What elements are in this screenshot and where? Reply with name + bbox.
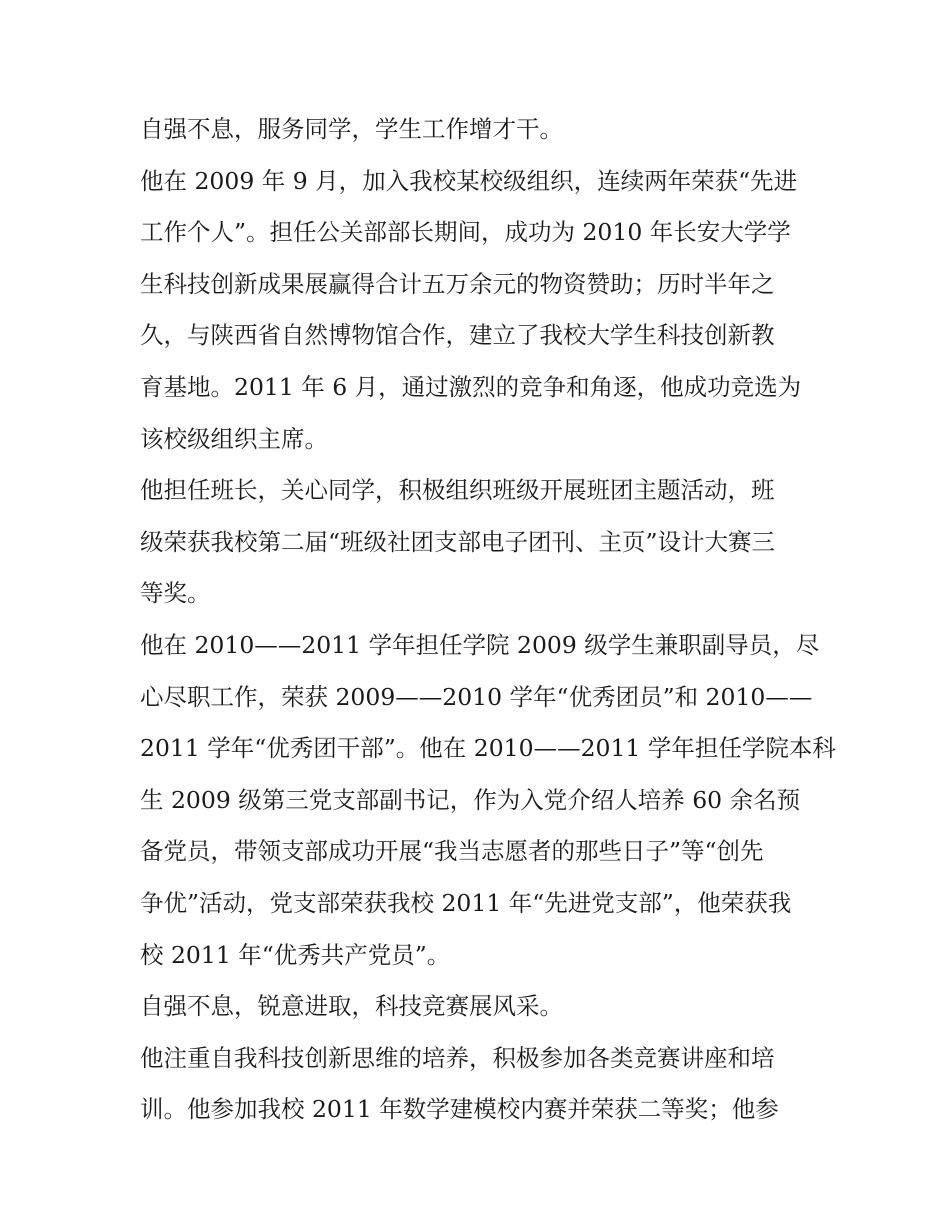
text-line: 育基地。2011 年 6 月，通过激烈的竞争和角逐，他成功竞选为 — [140, 372, 802, 401]
text-line: 备党员，带领支部成功开展“我当志愿者的那些日子”等“创先 — [140, 837, 764, 866]
text-line: 他在 2009 年 9 月，加入我校某校级组织，连续两年荣获“先进 — [140, 166, 798, 195]
text-line: 训。他参加我校 2011 年数学建模校内赛并荣获二等奖；他参 — [140, 1095, 779, 1124]
text-line: 他注重自我科技创新思维的培养，积极参加各类竞赛讲座和培 — [140, 1043, 775, 1072]
paragraph-student-organization — [140, 156, 820, 466]
text-line: 他在 2010——2011 学年担任学院 2009 级学生兼职副导员，尽 — [140, 630, 820, 659]
paragraph-heading-competition — [140, 981, 820, 1033]
text-line: 生科技创新成果展赢得合计五万余元的物资赞助；历时半年之 — [140, 269, 775, 298]
text-line: 久，与陕西省自然博物馆合作，建立了我校大学生科技创新教 — [140, 321, 775, 350]
paragraph-party-branch — [140, 620, 836, 981]
text-line: 争优”活动，党支部荣获我校 2011 年“先进党支部”，他荣获我 — [140, 888, 792, 917]
paragraph-class-monitor — [140, 465, 820, 620]
text-line: 自强不息，服务同学，学生工作增才干。 — [140, 115, 563, 143]
text-line: 校 2011 年“优秀共产党员”。 — [140, 940, 451, 969]
text-line: 生 2009 级第三党支部副书记，作为入党介绍人培养 60 余名预 — [140, 785, 801, 814]
text-line: 心尽职工作，荣获 2009——2010 学年“优秀团员”和 2010—— — [140, 682, 813, 711]
text-line: 等奖。 — [140, 579, 211, 608]
document-body — [140, 104, 836, 1136]
text-line: 2011 学年“优秀团干部”。他在 2010——2011 学年担任学院本科 — [140, 734, 836, 763]
text-line: 工作个人”。担任公关部部长期间，成功为 2010 年长安大学学 — [140, 218, 791, 247]
text-line: 级荣获我校第二届“班级社团支部电子团刊、主页”设计大赛三 — [140, 527, 776, 556]
text-line: 自强不息，锐意进取，科技竞赛展风采。 — [140, 992, 563, 1021]
paragraph-heading-service — [140, 104, 820, 156]
text-line: 该校级组织主席。 — [140, 424, 328, 453]
paragraph-competition-details — [140, 1033, 820, 1136]
text-line: 他担任班长，关心同学，积极组织班级开展班团主题活动，班 — [140, 476, 775, 505]
